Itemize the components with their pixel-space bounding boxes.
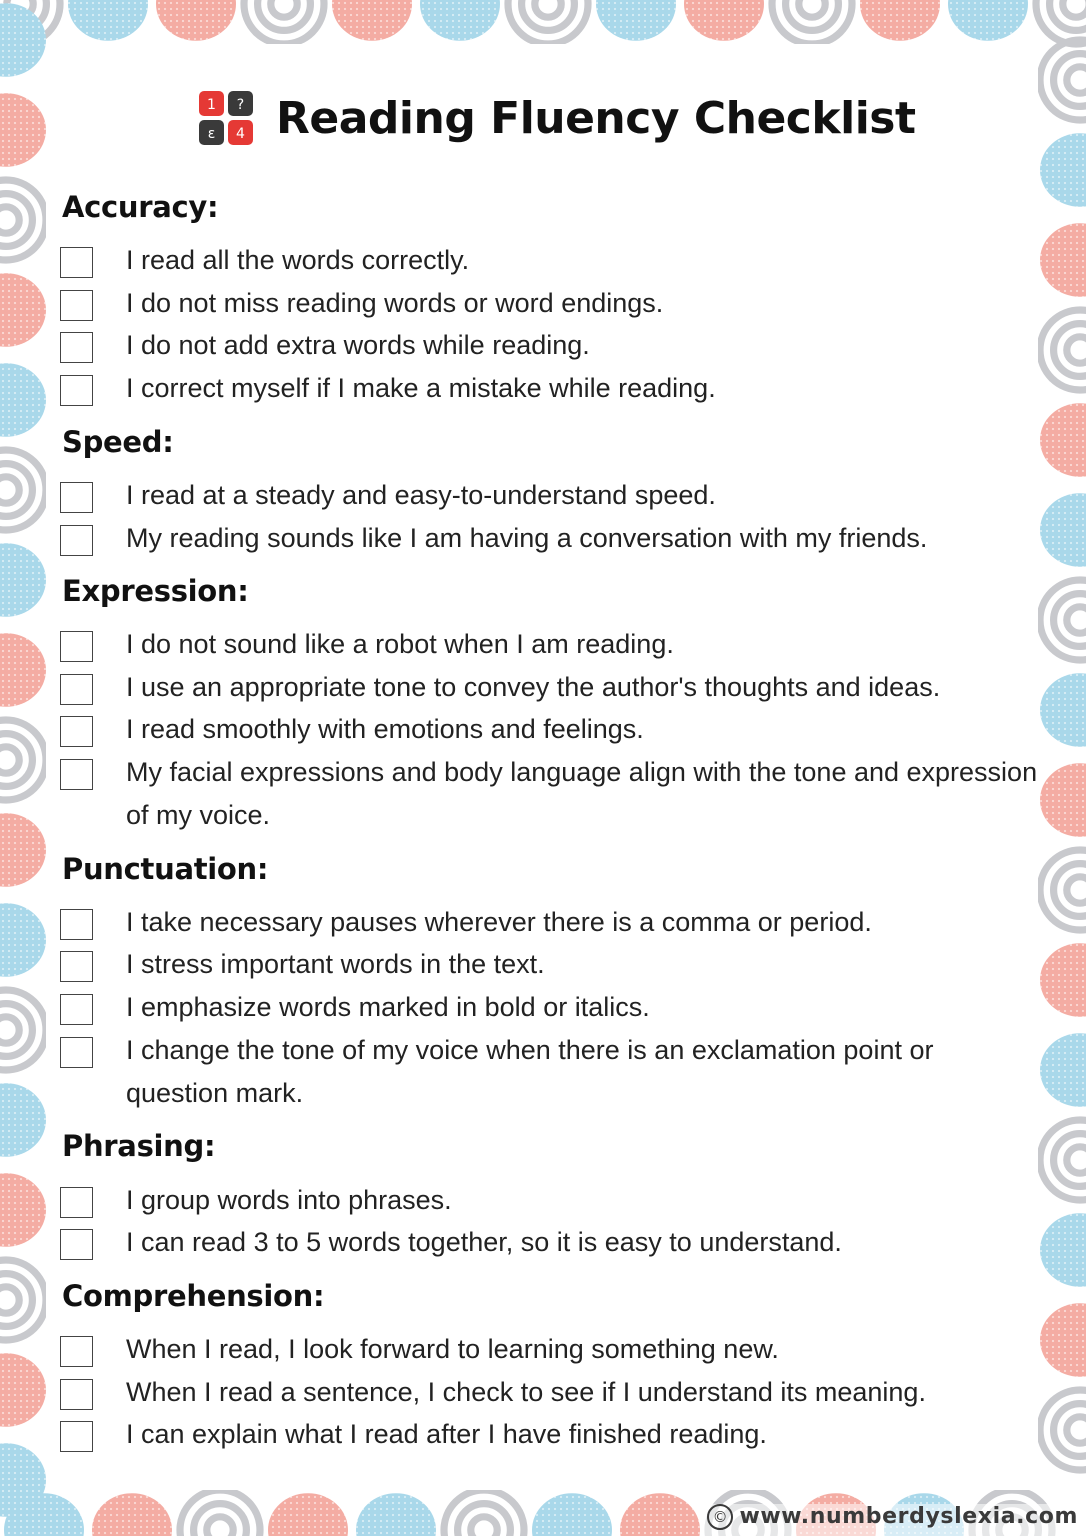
border-spiral — [0, 1287, 19, 1313]
checklist-item-text: I group words into phrases. — [126, 1185, 452, 1215]
border-blob-texture — [268, 1493, 348, 1536]
copyright-icon: © — [707, 1504, 733, 1530]
border-blob-texture — [1040, 1033, 1086, 1107]
checklist-item-text: My facial expressions and body language align with the tone and expression of my voice. — [126, 757, 1038, 830]
border-blob-texture — [0, 1173, 46, 1247]
checkbox[interactable] — [60, 716, 93, 747]
checkbox[interactable] — [60, 1187, 93, 1218]
checkbox[interactable] — [60, 332, 93, 363]
border-spiral — [1067, 607, 1086, 633]
border-blob-texture — [596, 0, 676, 41]
section-heading-accuracy: Accuracy: — [62, 190, 219, 224]
border-blob-texture — [0, 1353, 46, 1427]
border-blob-texture — [948, 0, 1028, 41]
checklist-item-text: I do not miss reading words or word endings. — [126, 288, 664, 318]
border-blob-texture — [860, 0, 940, 41]
border-spiral — [0, 477, 19, 503]
checklist-item-text: I read smoothly with emotions and feelings. — [126, 714, 644, 744]
border-blob-texture — [356, 1493, 436, 1536]
border-blob-texture — [1040, 403, 1086, 477]
checkbox[interactable] — [60, 994, 93, 1025]
checkbox[interactable] — [60, 674, 93, 705]
border-blob-texture — [1040, 223, 1086, 297]
checklist-item-text: I can read 3 to 5 words together, so it is easy to understand. — [126, 1227, 842, 1257]
border-spiral — [1067, 1147, 1086, 1173]
checkbox[interactable] — [60, 909, 93, 940]
checklist-item-text: I take necessary pauses wherever there is a comma or period. — [126, 907, 872, 937]
website-credit — [703, 1504, 1082, 1538]
checklist-item-text: I use an appropriate tone to convey the author's thoughts and ideas. — [126, 672, 941, 702]
checklist-item-text: I read at a steady and easy-to-understand speed. — [126, 480, 716, 510]
border-blob-texture — [0, 903, 46, 977]
checkbox[interactable] — [60, 290, 93, 321]
section-heading-punctuation: Punctuation: — [62, 852, 269, 886]
border-blob-texture — [68, 0, 148, 41]
border-spiral — [0, 747, 19, 773]
checklist-item-text: I change the tone of my voice when there is an exclamation point or question mark. — [126, 1035, 934, 1108]
border-spiral — [1067, 1417, 1086, 1443]
border-spiral — [0, 1017, 19, 1043]
border-spiral — [207, 1517, 233, 1536]
checklist-item-text: I emphasize words marked in bold or italics. — [126, 992, 650, 1022]
border-blob-texture — [1040, 943, 1086, 1017]
border-spiral — [471, 1517, 497, 1536]
checklist-item-text: I do not sound like a robot when I am reading. — [126, 629, 674, 659]
border-spiral — [535, 0, 561, 17]
checkbox[interactable] — [60, 375, 93, 406]
section-heading-expression: Expression: — [62, 574, 249, 608]
border-blob-texture — [0, 543, 46, 617]
border-spiral — [799, 0, 825, 17]
border-blob-texture — [1040, 1303, 1086, 1377]
checklist-item-text: I read all the words correctly. — [126, 245, 470, 275]
checkbox[interactable] — [60, 247, 93, 278]
checklist-item-text: My reading sounds like I am having a conversation with my friends. — [126, 523, 928, 553]
checkbox[interactable] — [60, 951, 93, 982]
numbers-logo-icon — [198, 90, 254, 146]
border-blob-texture — [620, 1493, 700, 1536]
border-blob-texture — [0, 813, 46, 887]
logo-digit: 4 — [236, 126, 245, 142]
border-blob-texture — [0, 1083, 46, 1157]
checkbox[interactable] — [60, 525, 93, 556]
checkbox[interactable] — [60, 631, 93, 662]
border-blob-texture — [92, 1493, 172, 1536]
checklist-item-text: I stress important words in the text. — [126, 949, 545, 979]
checklist-item-text: I correct myself if I make a mistake while reading. — [126, 373, 716, 403]
checkbox[interactable] — [60, 1229, 93, 1260]
checkbox[interactable] — [60, 1336, 93, 1367]
border-blob-texture — [1040, 673, 1086, 747]
checkbox[interactable] — [60, 1421, 93, 1452]
checkbox[interactable] — [60, 482, 93, 513]
checklist-item-text: When I read a sentence, I check to see if I understand its meaning. — [126, 1377, 926, 1407]
border-spiral — [1063, 0, 1086, 17]
checklist-item-text: I can explain what I read after I have finished reading. — [126, 1419, 767, 1449]
border-spiral — [271, 0, 297, 17]
checklist-item-text: I do not add extra words while reading. — [126, 330, 590, 360]
border-blob-texture — [1040, 763, 1086, 837]
border-spiral — [0, 207, 19, 233]
page-header — [0, 86, 1086, 152]
section-heading-phrasing: Phrasing: — [62, 1129, 216, 1163]
border-spiral — [1067, 337, 1086, 363]
border-blob-texture — [0, 363, 46, 437]
border-blob-texture — [1040, 493, 1086, 567]
border-blob-texture — [0, 633, 46, 707]
border-spiral — [1067, 877, 1086, 903]
logo-digit: ε — [207, 126, 216, 142]
border-blob-texture — [332, 0, 412, 41]
checkbox[interactable] — [60, 759, 93, 790]
border-blob-texture — [684, 0, 764, 41]
checkbox[interactable] — [60, 1037, 93, 1068]
border-blob-texture — [420, 0, 500, 41]
border-blob-texture — [0, 273, 46, 347]
section-heading-comprehension: Comprehension: — [62, 1279, 325, 1313]
checkbox[interactable] — [60, 1379, 93, 1410]
border-blob-texture — [0, 3, 46, 77]
page-title: Reading Fluency Checklist — [276, 93, 916, 144]
section-heading-speed: Speed: — [62, 425, 174, 459]
border-blob-texture — [1040, 1213, 1086, 1287]
border-blob-texture — [532, 1493, 612, 1536]
logo-digit: 1 — [207, 97, 216, 113]
checklist-item-text: When I read, I look forward to learning something new. — [126, 1334, 779, 1364]
logo-digit: ? — [236, 97, 245, 113]
website-url: www.numberdyslexia.com — [739, 1504, 1078, 1529]
border-blob-texture — [156, 0, 236, 41]
